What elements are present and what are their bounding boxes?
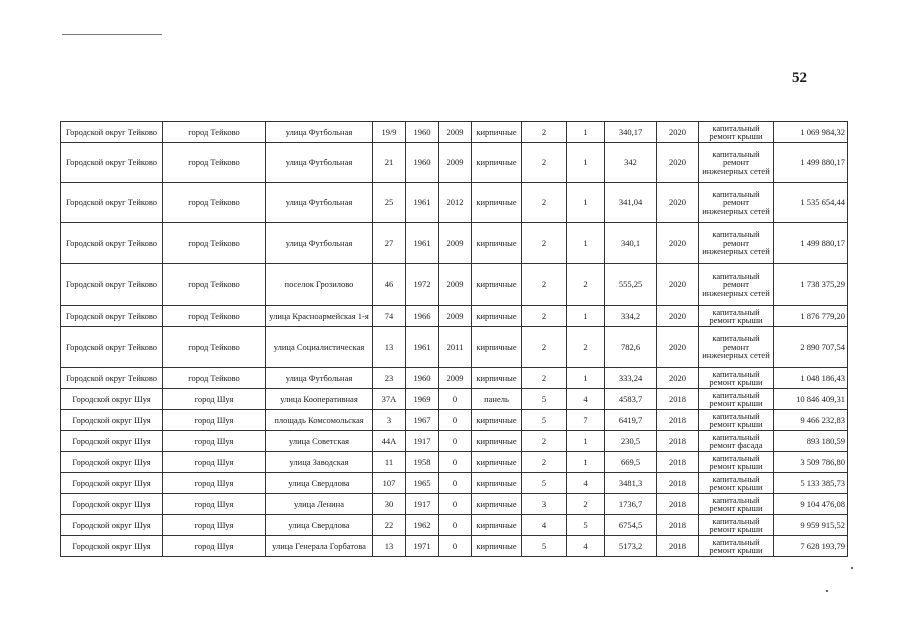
- cell-plan-year: 2018: [657, 431, 699, 452]
- cell-plan-year: 2018: [657, 410, 699, 431]
- cell-work-type: капитальный ремонт крыши: [699, 410, 774, 431]
- cell-entrances: 4: [567, 473, 605, 494]
- cell-house-number: 46: [373, 264, 406, 306]
- cell-build-year: 1961: [406, 223, 439, 264]
- cell-plan-year: 2020: [657, 183, 699, 223]
- cell-wall-material: кирпичные: [472, 368, 522, 389]
- cell-house-number: 27: [373, 223, 406, 264]
- cell-work-type: капитальный ремонт крыши: [699, 306, 774, 327]
- cell-house-number: 22: [373, 515, 406, 536]
- cell-build-year: 1960: [406, 368, 439, 389]
- cell-municipality: Городской округ Шуя: [61, 452, 163, 473]
- cell-house-number: 44А: [373, 431, 406, 452]
- cell-entrances: 2: [567, 327, 605, 368]
- cell-work-type: капитальный ремонт инженерных сетей: [699, 264, 774, 306]
- cell-last-repair-year: 0: [439, 389, 472, 410]
- cell-work-type: капитальный ремонт крыши: [699, 494, 774, 515]
- cell-wall-material: кирпичные: [472, 494, 522, 515]
- cell-cost: 9 104 476,08: [774, 494, 848, 515]
- cell-cost: 1 069 984,32: [774, 122, 848, 143]
- cell-build-year: 1917: [406, 494, 439, 515]
- cell-house-number: 19/9: [373, 122, 406, 143]
- cell-entrances: 1: [567, 122, 605, 143]
- cell-build-year: 1969: [406, 389, 439, 410]
- cell-municipality: Городской округ Шуя: [61, 515, 163, 536]
- cell-settlement: город Тейково: [163, 327, 266, 368]
- cell-street: улица Советская: [266, 431, 373, 452]
- cell-area: 334,2: [605, 306, 657, 327]
- cell-cost: 9 466 232,83: [774, 410, 848, 431]
- cell-settlement: город Тейково: [163, 306, 266, 327]
- cell-municipality: Городской округ Тейково: [61, 264, 163, 306]
- cell-house-number: 37А: [373, 389, 406, 410]
- cell-floors: 2: [522, 306, 567, 327]
- cell-wall-material: кирпичные: [472, 183, 522, 223]
- cell-street: поселок Грозилово: [266, 264, 373, 306]
- table-row: [61, 410, 848, 431]
- cell-area: 555,25: [605, 264, 657, 306]
- cell-build-year: 1960: [406, 122, 439, 143]
- table-row: [61, 143, 848, 183]
- cell-street: площадь Комсомольская: [266, 410, 373, 431]
- cell-plan-year: 2018: [657, 473, 699, 494]
- cell-work-type: капитальный ремонт фасада: [699, 431, 774, 452]
- cell-work-type: капитальный ремонт инженерных сетей: [699, 143, 774, 183]
- cell-house-number: 13: [373, 536, 406, 557]
- cell-build-year: 1962: [406, 515, 439, 536]
- cell-last-repair-year: 0: [439, 494, 472, 515]
- cell-street: улица Футбольная: [266, 122, 373, 143]
- cell-floors: 2: [522, 327, 567, 368]
- cell-street: улица Ленина: [266, 494, 373, 515]
- cell-area: 669,5: [605, 452, 657, 473]
- cell-work-type: капитальный ремонт инженерных сетей: [699, 327, 774, 368]
- cell-last-repair-year: 2012: [439, 183, 472, 223]
- cell-house-number: 30: [373, 494, 406, 515]
- cell-wall-material: кирпичные: [472, 452, 522, 473]
- cell-settlement: город Шуя: [163, 494, 266, 515]
- cell-house-number: 3: [373, 410, 406, 431]
- cell-wall-material: кирпичные: [472, 431, 522, 452]
- header-rule: [62, 34, 162, 35]
- cell-last-repair-year: 0: [439, 536, 472, 557]
- cell-municipality: Городской округ Тейково: [61, 327, 163, 368]
- cell-build-year: 1967: [406, 410, 439, 431]
- cell-municipality: Городской округ Тейково: [61, 143, 163, 183]
- cell-municipality: Городской округ Тейково: [61, 368, 163, 389]
- scan-speck: [826, 590, 828, 592]
- cell-entrances: 2: [567, 264, 605, 306]
- cell-work-type: капитальный ремонт инженерных сетей: [699, 223, 774, 264]
- scan-speck: [851, 567, 853, 569]
- cell-wall-material: кирпичные: [472, 515, 522, 536]
- cell-municipality: Городской округ Шуя: [61, 473, 163, 494]
- cell-plan-year: 2020: [657, 122, 699, 143]
- cell-cost: 9 959 915,52: [774, 515, 848, 536]
- cell-last-repair-year: 2011: [439, 327, 472, 368]
- cell-street: улица Красноармейская 1-я: [266, 306, 373, 327]
- cell-entrances: 1: [567, 306, 605, 327]
- cell-wall-material: кирпичные: [472, 327, 522, 368]
- cell-settlement: город Шуя: [163, 473, 266, 494]
- cell-build-year: 1965: [406, 473, 439, 494]
- cell-plan-year: 2018: [657, 515, 699, 536]
- cell-build-year: 1960: [406, 143, 439, 183]
- cell-area: 6419,7: [605, 410, 657, 431]
- cell-build-year: 1966: [406, 306, 439, 327]
- table-row: [61, 327, 848, 368]
- cell-entrances: 2: [567, 494, 605, 515]
- cell-work-type: капитальный ремонт крыши: [699, 122, 774, 143]
- cell-floors: 2: [522, 368, 567, 389]
- cell-last-repair-year: 2009: [439, 264, 472, 306]
- cell-street: улица Кооперативная: [266, 389, 373, 410]
- cell-house-number: 23: [373, 368, 406, 389]
- table-row: [61, 389, 848, 410]
- cell-work-type: капитальный ремонт крыши: [699, 536, 774, 557]
- cell-street: улица Социалистическая: [266, 327, 373, 368]
- cell-plan-year: 2020: [657, 264, 699, 306]
- page-number: 52: [792, 70, 807, 86]
- cell-settlement: город Тейково: [163, 223, 266, 264]
- cell-entrances: 1: [567, 452, 605, 473]
- cell-cost: 1 738 375,29: [774, 264, 848, 306]
- cell-house-number: 74: [373, 306, 406, 327]
- cell-municipality: Городской округ Тейково: [61, 183, 163, 223]
- cell-floors: 2: [522, 143, 567, 183]
- cell-floors: 2: [522, 431, 567, 452]
- table-row: [61, 183, 848, 223]
- cell-municipality: Городской округ Шуя: [61, 494, 163, 515]
- cell-floors: 5: [522, 473, 567, 494]
- cell-street: улица Футбольная: [266, 183, 373, 223]
- cell-wall-material: кирпичные: [472, 410, 522, 431]
- cell-work-type: капитальный ремонт крыши: [699, 515, 774, 536]
- cell-cost: 5 133 385,73: [774, 473, 848, 494]
- cell-build-year: 1961: [406, 327, 439, 368]
- cell-build-year: 1917: [406, 431, 439, 452]
- cell-street: улица Заводская: [266, 452, 373, 473]
- cell-settlement: город Шуя: [163, 389, 266, 410]
- table-row: [61, 223, 848, 264]
- cell-settlement: город Шуя: [163, 452, 266, 473]
- table-row: [61, 473, 848, 494]
- cell-floors: 2: [522, 122, 567, 143]
- cell-settlement: город Тейково: [163, 264, 266, 306]
- cell-cost: 2 890 707,54: [774, 327, 848, 368]
- cell-work-type: капитальный ремонт крыши: [699, 473, 774, 494]
- cell-wall-material: кирпичные: [472, 264, 522, 306]
- table-row: [61, 368, 848, 389]
- cell-work-type: капитальный ремонт крыши: [699, 452, 774, 473]
- cell-floors: 2: [522, 452, 567, 473]
- cell-entrances: 5: [567, 515, 605, 536]
- cell-plan-year: 2018: [657, 536, 699, 557]
- cell-wall-material: кирпичные: [472, 143, 522, 183]
- cell-floors: 5: [522, 410, 567, 431]
- cell-wall-material: кирпичные: [472, 223, 522, 264]
- cell-entrances: 1: [567, 143, 605, 183]
- cell-cost: 893 180,59: [774, 431, 848, 452]
- cell-house-number: 107: [373, 473, 406, 494]
- cell-work-type: капитальный ремонт крыши: [699, 389, 774, 410]
- cell-plan-year: 2018: [657, 389, 699, 410]
- cell-municipality: Городской округ Шуя: [61, 536, 163, 557]
- cell-street: улица Свердлова: [266, 473, 373, 494]
- cell-work-type: капитальный ремонт инженерных сетей: [699, 183, 774, 223]
- cell-build-year: 1961: [406, 183, 439, 223]
- cell-build-year: 1958: [406, 452, 439, 473]
- cell-settlement: город Шуя: [163, 410, 266, 431]
- cell-floors: 4: [522, 515, 567, 536]
- cell-street: улица Генерала Горбатова: [266, 536, 373, 557]
- cell-floors: 5: [522, 389, 567, 410]
- cell-wall-material: кирпичные: [472, 122, 522, 143]
- cell-plan-year: 2020: [657, 368, 699, 389]
- cell-wall-material: панель: [472, 389, 522, 410]
- cell-municipality: Городской округ Тейково: [61, 223, 163, 264]
- cell-settlement: город Шуя: [163, 515, 266, 536]
- cell-area: 6754,5: [605, 515, 657, 536]
- cell-last-repair-year: 0: [439, 452, 472, 473]
- cell-floors: 2: [522, 264, 567, 306]
- table-row: [61, 452, 848, 473]
- cell-last-repair-year: 2009: [439, 306, 472, 327]
- cell-last-repair-year: 2009: [439, 122, 472, 143]
- cell-entrances: 1: [567, 223, 605, 264]
- cell-settlement: город Тейково: [163, 368, 266, 389]
- cell-last-repair-year: 0: [439, 515, 472, 536]
- cell-floors: 5: [522, 536, 567, 557]
- cell-area: 340,1: [605, 223, 657, 264]
- cell-entrances: 1: [567, 368, 605, 389]
- cell-cost: 10 846 409,31: [774, 389, 848, 410]
- cell-area: 230,5: [605, 431, 657, 452]
- cell-house-number: 13: [373, 327, 406, 368]
- table-row: [61, 515, 848, 536]
- cell-area: 3481,3: [605, 473, 657, 494]
- cell-wall-material: кирпичные: [472, 536, 522, 557]
- cell-cost: 1 535 654,44: [774, 183, 848, 223]
- cell-last-repair-year: 2009: [439, 143, 472, 183]
- cell-last-repair-year: 0: [439, 410, 472, 431]
- cell-area: 341,04: [605, 183, 657, 223]
- cell-settlement: город Тейково: [163, 122, 266, 143]
- cell-plan-year: 2020: [657, 143, 699, 183]
- cell-area: 342: [605, 143, 657, 183]
- cell-last-repair-year: 2009: [439, 223, 472, 264]
- cell-cost: 1 048 186,43: [774, 368, 848, 389]
- table-row: [61, 306, 848, 327]
- cell-last-repair-year: 2009: [439, 368, 472, 389]
- table-row: [61, 536, 848, 557]
- cell-floors: 2: [522, 183, 567, 223]
- cell-street: улица Футбольная: [266, 368, 373, 389]
- cell-plan-year: 2018: [657, 494, 699, 515]
- cell-settlement: город Тейково: [163, 143, 266, 183]
- cell-area: 5173,2: [605, 536, 657, 557]
- cell-cost: 3 509 786,80: [774, 452, 848, 473]
- cell-area: 1736,7: [605, 494, 657, 515]
- table-row: [61, 494, 848, 515]
- cell-municipality: Городской округ Тейково: [61, 306, 163, 327]
- cell-house-number: 21: [373, 143, 406, 183]
- cell-build-year: 1971: [406, 536, 439, 557]
- cell-settlement: город Тейково: [163, 183, 266, 223]
- cell-floors: 2: [522, 223, 567, 264]
- cell-entrances: 4: [567, 536, 605, 557]
- table-row: [61, 264, 848, 306]
- cell-cost: 1 499 880,17: [774, 143, 848, 183]
- cell-settlement: город Шуя: [163, 431, 266, 452]
- cell-street: улица Футбольная: [266, 143, 373, 183]
- cell-wall-material: кирпичные: [472, 306, 522, 327]
- cell-cost: 7 628 193,79: [774, 536, 848, 557]
- cell-plan-year: 2020: [657, 327, 699, 368]
- cell-last-repair-year: 0: [439, 431, 472, 452]
- table-row: [61, 122, 848, 143]
- cell-municipality: Городской округ Шуя: [61, 410, 163, 431]
- cell-entrances: 4: [567, 389, 605, 410]
- cell-wall-material: кирпичные: [472, 473, 522, 494]
- cell-street: улица Футбольная: [266, 223, 373, 264]
- housing-repair-table: [60, 121, 848, 557]
- cell-entrances: 7: [567, 410, 605, 431]
- cell-municipality: Городской округ Шуя: [61, 389, 163, 410]
- cell-floors: 3: [522, 494, 567, 515]
- cell-settlement: город Шуя: [163, 536, 266, 557]
- cell-area: 340,17: [605, 122, 657, 143]
- cell-house-number: 25: [373, 183, 406, 223]
- cell-municipality: Городской округ Тейково: [61, 122, 163, 143]
- cell-plan-year: 2020: [657, 223, 699, 264]
- cell-house-number: 11: [373, 452, 406, 473]
- cell-build-year: 1972: [406, 264, 439, 306]
- cell-area: 333,24: [605, 368, 657, 389]
- cell-municipality: Городской округ Шуя: [61, 431, 163, 452]
- cell-street: улица Свердлова: [266, 515, 373, 536]
- cell-cost: 1 499 880,17: [774, 223, 848, 264]
- cell-plan-year: 2020: [657, 306, 699, 327]
- table-body: [61, 122, 848, 557]
- cell-entrances: 1: [567, 183, 605, 223]
- cell-last-repair-year: 0: [439, 473, 472, 494]
- cell-area: 782,6: [605, 327, 657, 368]
- cell-area: 4583,7: [605, 389, 657, 410]
- table-row: [61, 431, 848, 452]
- cell-entrances: 1: [567, 431, 605, 452]
- cell-plan-year: 2018: [657, 452, 699, 473]
- cell-work-type: капитальный ремонт крыши: [699, 368, 774, 389]
- cell-cost: 1 876 779,20: [774, 306, 848, 327]
